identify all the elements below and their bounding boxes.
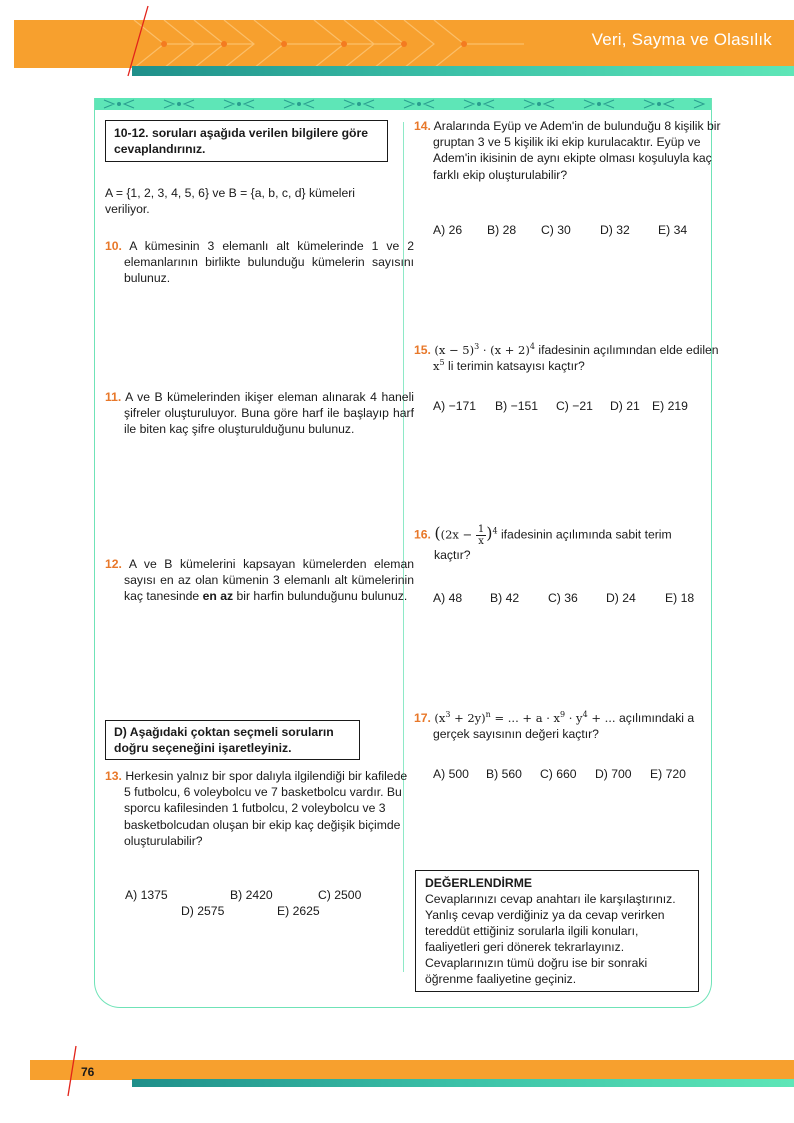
question-text: ifadesinin açılımında sabit terim [500,527,672,542]
question-number: 15. [414,343,431,357]
evaluation-box [415,870,699,992]
instruction-box: 10-12. soruları aşağıda verilen bilgilere göre cevaplandırınız. [105,120,388,162]
question-12 [105,556,414,605]
evaluation-text: Cevaplarınızı cevap anahtarı ile karşılaştırınız. Yanlış cevap verdiğiniz ya da cevap verirken tereddüt ettiğiniz sorularla ilgili konuları, faaliyetleri geri dönerek tekrarlayınız. Cevaplarınızın tümü doğru ise bir sonraki öğrenme faaliyetine geçiniz. [425,892,676,986]
question-13 [105,768,409,849]
option-e[interactable]: E) 34 [658,223,688,237]
option-d[interactable]: D) 24 [606,591,636,605]
option-e[interactable]: E) 18 [665,591,695,605]
question-text: Aralarında Eyüp ve Adem'in de bulunduğu 8 kişilik bir gruptan 3 ve 5 kişilik iki ekip kurulacaktır. Eyüp ve Adem'in ikisinin de aynı ekipte olması koşuluyla kaç farklı ekip oluşturulabilir? [433,119,721,182]
question-text: ifadesinin açılımından elde edilen [538,343,719,357]
question-number: 17. [414,711,431,725]
section-d-box: D) Aşağıdaki çoktan seçmeli soruların doğru seçeneğini işaretleyiniz. [105,720,360,760]
question-10 [105,238,414,287]
question-number: 16. [414,527,431,542]
question-text: A ve B kümelerinden ikişer eleman alınarak 4 haneli şifreler oluşturuluyor. Buna göre harf ile başlayıp harf ile biten kaç şifre oluşturulduğunu bulunuz. [124,390,414,437]
option-b[interactable]: B) 28 [487,223,517,237]
math-expression: $(x - 5)^3 \cdot (x + 2)^4$ [434,342,535,357]
header-teal-bar [132,66,794,76]
section-title: Veri, Sayma ve Olasılık [591,30,772,49]
question-text: açılımındaki a [618,711,695,725]
question-number: 14. [414,119,431,133]
option-c[interactable]: C) 30 [541,223,571,237]
option-d[interactable]: D) 21 [610,399,640,413]
option-e[interactable]: E) 219 [652,399,688,413]
question-number: 10. [105,239,122,253]
question-16 [414,524,704,563]
question-text: kaçtır? [434,548,471,562]
option-a[interactable]: A) 500 [433,767,469,781]
sets-definition: A = {1, 2, 3, 4, 5, 6} ve B = {a, b, c, d} kümeleri veriliyor. [105,186,356,217]
question-14 [414,118,723,183]
question-text: Herkesin yalnız bir spor dalıyla ilgilendiği bir kafilede 5 futbolcu, 6 voleybolcu ve 7 basketbolcu vardır. Bu sporcu kafilesinden 1 futbolcu, 2 voleybolcu ve 3 basketbolcudan oluşan bir ekip kaç değişik biçimde oluşturulabilir? [124,769,408,848]
evaluation-title: DEĞERLENDİRME [425,876,532,890]
question-text: gerçek sayısının değeri kaçtır? [433,727,599,742]
question-11 [105,389,414,438]
option-c[interactable]: C) 36 [548,591,578,605]
option-b[interactable]: B) −151 [495,399,539,413]
question-15 [414,342,723,374]
question-text: li terimin katsayısı kaçtır? [447,359,585,374]
footer-band [30,1060,794,1080]
math-expression: ((2x − $\frac{1}{x}$ )$^4$ [434,523,498,547]
option-d[interactable]: D) 32 [600,223,630,237]
question-number: 11. [105,390,122,404]
option-a[interactable]: A) 1375 [125,888,168,902]
option-e[interactable]: E) 2625 [277,904,320,918]
emphasis: en az [202,589,234,604]
question-number: 12. [105,557,122,571]
option-b[interactable]: B) 42 [490,591,520,605]
option-d[interactable]: D) 700 [595,767,632,781]
question-text: bir harfin bulunduğunu bulunuz. [236,589,408,604]
question-text: A ve B kümelerini kapsayan kümelerden eleman sayısı en az olan kümenin 3 elemanlı alt kümelerinin kaç tanesinde [124,557,414,604]
option-c[interactable]: C) 660 [540,767,577,781]
option-a[interactable]: A) −171 [433,399,477,413]
math-term: $x^5$ [433,358,445,374]
option-a[interactable]: A) 48 [433,591,463,605]
option-a[interactable]: A) 26 [433,223,463,237]
option-e[interactable]: E) 720 [650,767,686,781]
option-c[interactable]: C) −21 [556,399,593,413]
option-d[interactable]: D) 2575 [181,904,225,918]
option-b[interactable]: B) 560 [486,767,522,781]
math-expression: $(x^3 + 2y)^n$ = ... + $a \cdot x^9 \cdot y^4$ + ... [434,710,616,725]
page-number: 76 [81,1065,95,1079]
question-number: 13. [105,769,122,783]
footer-teal-bar [132,1079,794,1087]
question-17 [414,710,723,742]
question-text: A kümesinin 3 elemanlı alt kümelerinde 1 ve 2 elemanlarının birlikte bulunduğu kümelerin sayısını bulunuz. [124,239,414,286]
option-c[interactable]: C) 2500 [318,888,362,902]
option-b[interactable]: B) 2420 [230,888,273,902]
